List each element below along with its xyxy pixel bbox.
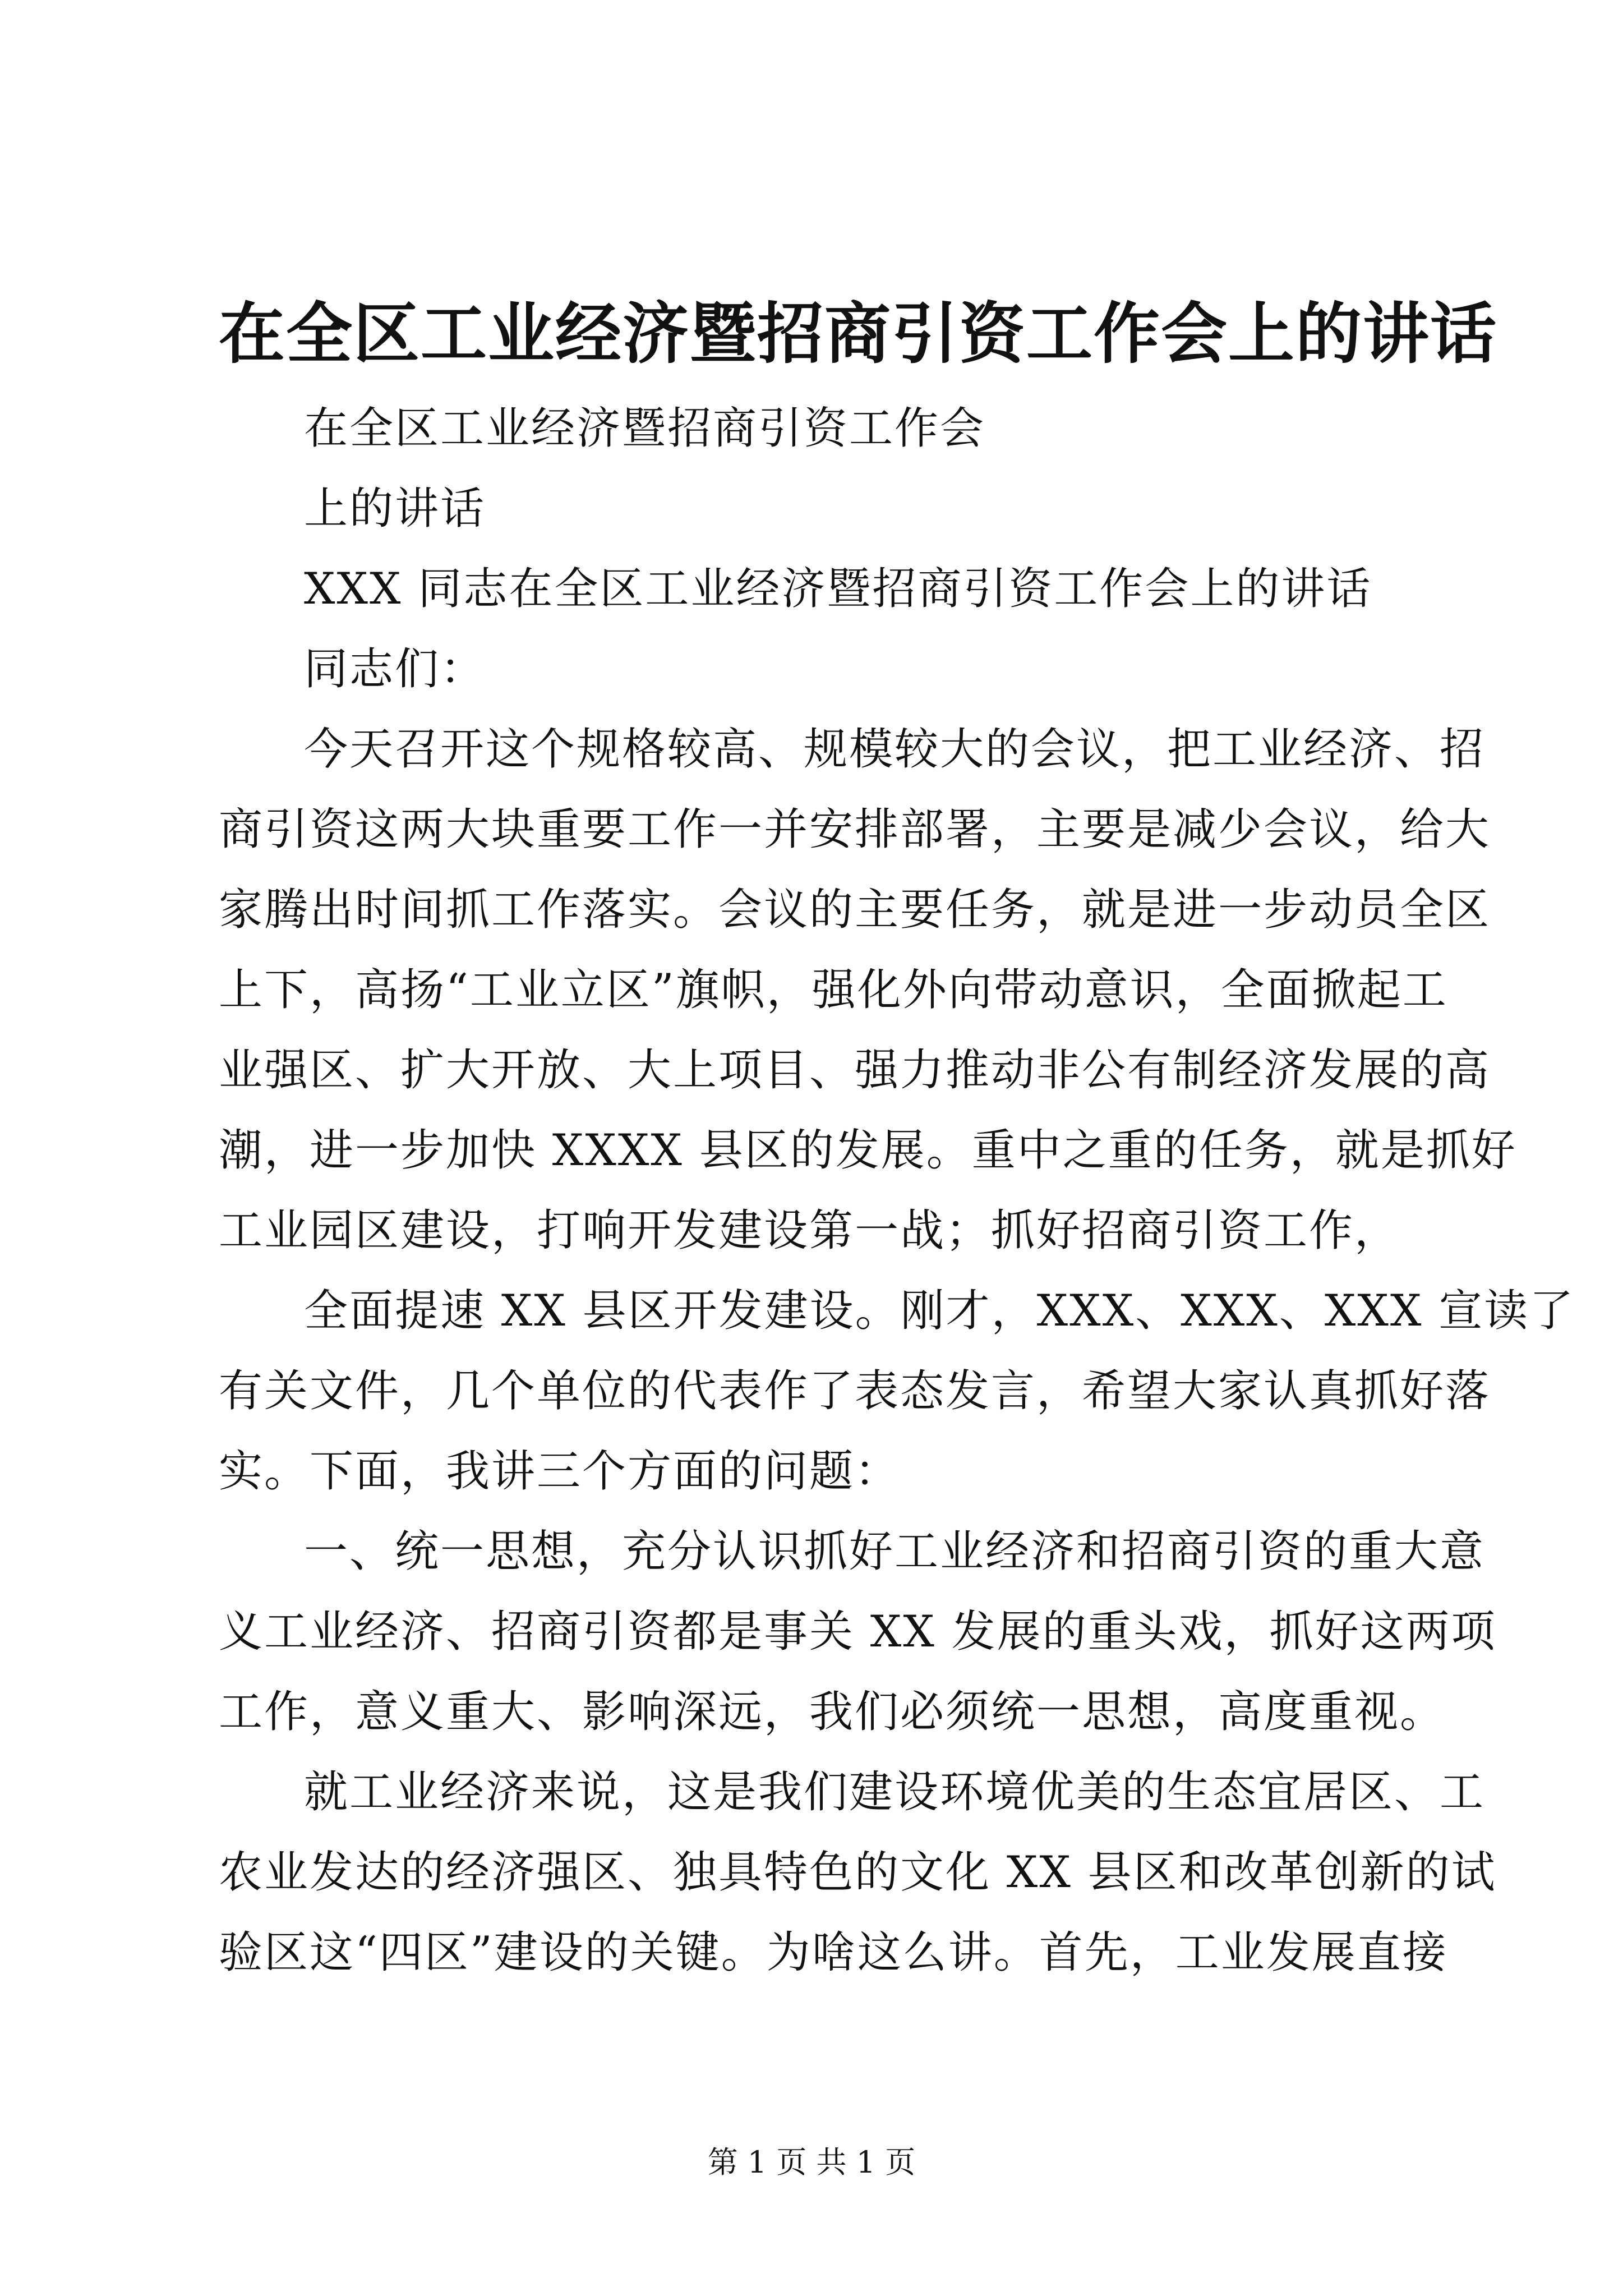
body-line: 就工业经济来说，这是我们建设环境优美的生态宜居区、工 (304, 1767, 1486, 1818)
document-title: 在全区工业经济暨招商引资工作会上的讲话 (219, 295, 1498, 372)
body-line: 工作，意义重大、影响深远，我们必须统一思想，高度重视。 (219, 1687, 1446, 1737)
body-line: 在全区工业经济暨招商引资工作会 (304, 403, 986, 454)
body-line: XXX 同志在全区工业经济暨招商引资工作会上的讲话 (304, 564, 1372, 614)
body-line: 验区这“四区”建设的关键。为啥这么讲。首先，工业发展直接 (219, 1927, 1448, 1978)
body-line: 业强区、扩大开放、大上项目、强力推动非公有制经济发展的高 (219, 1045, 1491, 1096)
body-line: 上下，高扬“工业立区”旗帜，强化外向带动意识，全面掀起工 (219, 965, 1448, 1015)
body-line: 一、统一思想，充分认识抓好工业经济和招商引资的重大意 (304, 1526, 1486, 1577)
body-line: 商引资这两大块重要工作一并安排部署，主要是减少会议，给大 (219, 804, 1491, 855)
body-line: 义工业经济、招商引资都是事关 XX 发展的重头戏，抓好这两项 (219, 1607, 1497, 1657)
document-body (219, 389, 1575, 1993)
body-line: 今天召开这个规格较高、规模较大的会议，把工业经济、招 (304, 724, 1486, 775)
body-line: 工业园区建设，打响开发建设第一战；抓好招商引资工作， (219, 1205, 1400, 1256)
body-line: 潮，进一步加快 XXXX 县区的发展。重中之重的任务，就是抓好 (219, 1125, 1517, 1176)
body-line: 家腾出时间抓工作落实。会议的主要任务，就是进一步动员全区 (219, 885, 1491, 935)
body-line: 有关文件，几个单位的代表作了表态发言，希望大家认真抓好落 (219, 1366, 1491, 1416)
body-line: 同志们： (304, 644, 486, 694)
page-footer: 第 1 页 共 1 页 (707, 2145, 916, 2180)
body-line: 全面提速 XX 县区开发建设。刚才，XXX、XXX、XXX 宣读了 (304, 1286, 1575, 1336)
body-line: 农业发达的经济强区、独具特色的文化 XX 县区和改革创新的试 (219, 1847, 1497, 1898)
body-line: 实。下面，我讲三个方面的问题： (219, 1446, 901, 1497)
body-line: 上的讲话 (304, 484, 486, 534)
